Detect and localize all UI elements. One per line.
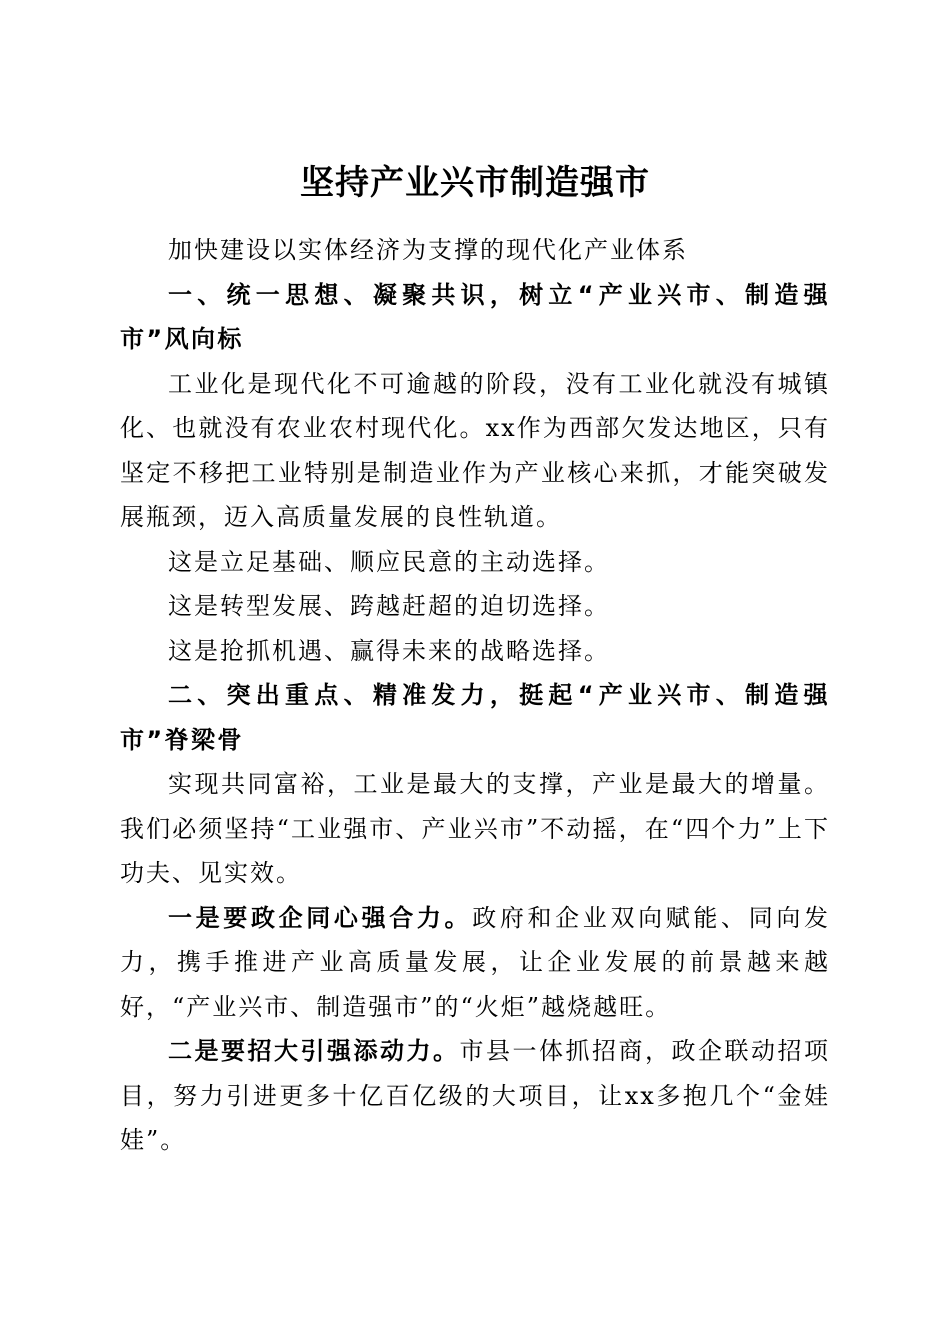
point-lead: 一是要政企同心强合力。 bbox=[168, 903, 473, 932]
paragraph: 这是转型发展、跨越赶超的迫切选择。 bbox=[168, 592, 610, 620]
point-text: 政府和企业双向赋能、同向发力，携手推进产业高质量发展，让企业发展的前景越来越好，“产业兴市、制造强市”的“火炬”越烧越旺。 bbox=[120, 903, 831, 1021]
section-heading-1: 一、统一思想、凝聚共识，树立“产业兴市、制造强市”风向标 bbox=[120, 280, 830, 353]
paragraph: 这是抢抓机遇、赢得未来的战略选择。 bbox=[168, 636, 610, 665]
point-lead: 二是要招大引强添动力。 bbox=[168, 1037, 460, 1065]
point-paragraph-1 bbox=[120, 896, 830, 1030]
subtitle: 加快建设以实体经济为支撑的现代化产业体系 bbox=[168, 236, 688, 264]
point-text: 市县一体抓招商，政企联动招项目，努力引进更多十亿百亿级的大项目，让xx多抱几个“金娃娃”。 bbox=[120, 1037, 830, 1154]
point-paragraph-2 bbox=[120, 1029, 830, 1163]
paragraph: 实现共同富裕，工业是最大的支撑，产业是最大的增量。我们必须坚持“工业强市、产业兴市”不动摇，在“四个力”上下功夫、见实效。 bbox=[120, 770, 830, 887]
paragraph: 这是立足基础、顺应民意的主动选择。 bbox=[168, 547, 610, 576]
document-body bbox=[120, 228, 830, 1163]
paragraph: 工业化是现代化不可逾越的阶段，没有工业化就没有城镇化、也就没有农业农村现代化。xx作为西部欠发达地区，只有坚定不移把工业特别是制造业作为产业核心来抓，才能突破发展瓶颈，迈入高质量发展的良性轨道。 bbox=[120, 369, 830, 531]
section-heading-2: 二、突出重点、精准发力，挺起“产业兴市、制造强市”脊梁骨 bbox=[120, 681, 830, 754]
document-title: 坚持产业兴市制造强市 bbox=[300, 162, 650, 203]
